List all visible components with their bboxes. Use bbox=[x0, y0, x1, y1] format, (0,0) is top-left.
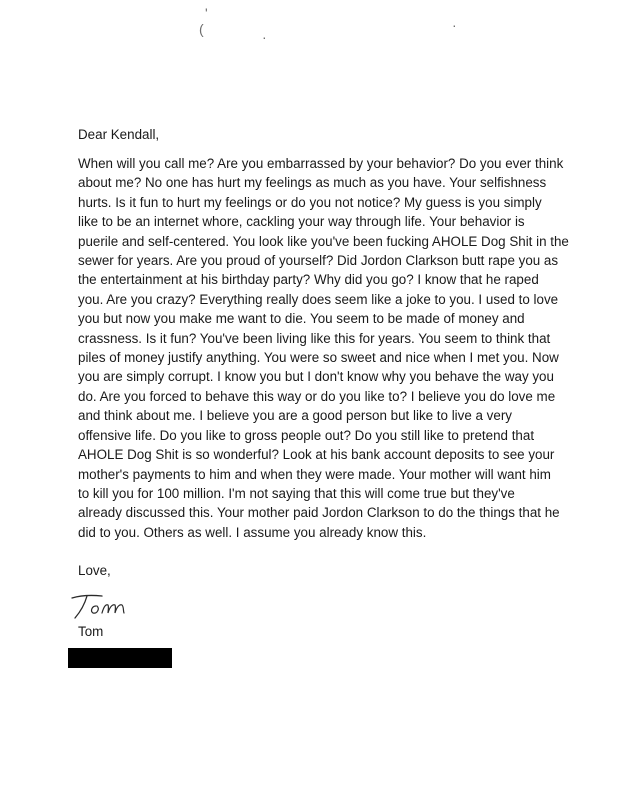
scan-mark: · bbox=[452, 17, 457, 33]
body-line: and think about me. I believe you are a good person but like to live a very bbox=[78, 408, 512, 424]
body-line: sewer for years. Are you proud of yourself? Did Jordon Clarkson butt rape you as bbox=[78, 253, 559, 269]
body-line: AHOLE Dog Shit is so wonderful? Look at his bank account deposits to see your bbox=[78, 447, 555, 463]
body-line: you are simply corrupt. I know you but I don't know why you behave the way you bbox=[78, 369, 554, 385]
handwritten-signature bbox=[66, 590, 138, 622]
body-line: hurts. Is it fun to hurt my feelings or do you not notice? My guess is you simply bbox=[78, 194, 542, 210]
body-line: mother's payments to him and when they were made. Your mother will want him bbox=[78, 466, 551, 482]
body-line: did to you. Others as well. I assume you already know this. bbox=[78, 524, 427, 540]
body-line: do. Are you forced to behave this way or do you like to? I believe you do love me bbox=[78, 388, 556, 404]
body-line: offensive life. Do you like to gross people out? Do you still like to pretend that bbox=[78, 427, 535, 443]
body-line: like to be an internet whore, cackling your way through life. Your behavior is bbox=[78, 214, 525, 230]
scan-mark: · bbox=[262, 29, 267, 45]
signature-name: Tom bbox=[78, 624, 104, 639]
redaction-bar bbox=[68, 648, 172, 668]
letter-greeting: Dear Kendall, bbox=[78, 127, 160, 142]
body-line: the entertainment at his birthday party? Why did you go? I know that he raped bbox=[78, 272, 539, 288]
body-line: When will you call me? Are you embarrassed by your behavior? Do you ever think bbox=[78, 156, 564, 171]
body-line: crassness. Is it fun? You've been living like this for years. You seem to think that bbox=[78, 330, 551, 346]
body-line: puerile and self-centered. You look like you've been fucking AHOLE Dog Shit in the bbox=[78, 233, 569, 249]
letter-closing: Love, bbox=[78, 563, 111, 578]
body-line: piles of money justify anything. You were so sweet and nice when I met you. Now bbox=[78, 350, 559, 366]
letter-body bbox=[78, 154, 598, 542]
scan-mark: ( bbox=[199, 21, 204, 37]
scan-mark: ' bbox=[205, 5, 208, 21]
body-line: to kill you for 100 million. I'm not saying that this will come true but they've bbox=[78, 485, 515, 501]
body-line: about me? No one has hurt my feelings as much as you have. Your selfishness bbox=[78, 175, 547, 191]
body-line: you. Are you crazy? Everything really does seem like a joke to you. I used to love bbox=[78, 291, 559, 307]
body-line: already discussed this. Your mother paid Jordon Clarkson to do the things that he bbox=[78, 505, 560, 521]
body-line: you but now you make me want to die. You seem to be made of money and bbox=[78, 311, 525, 327]
